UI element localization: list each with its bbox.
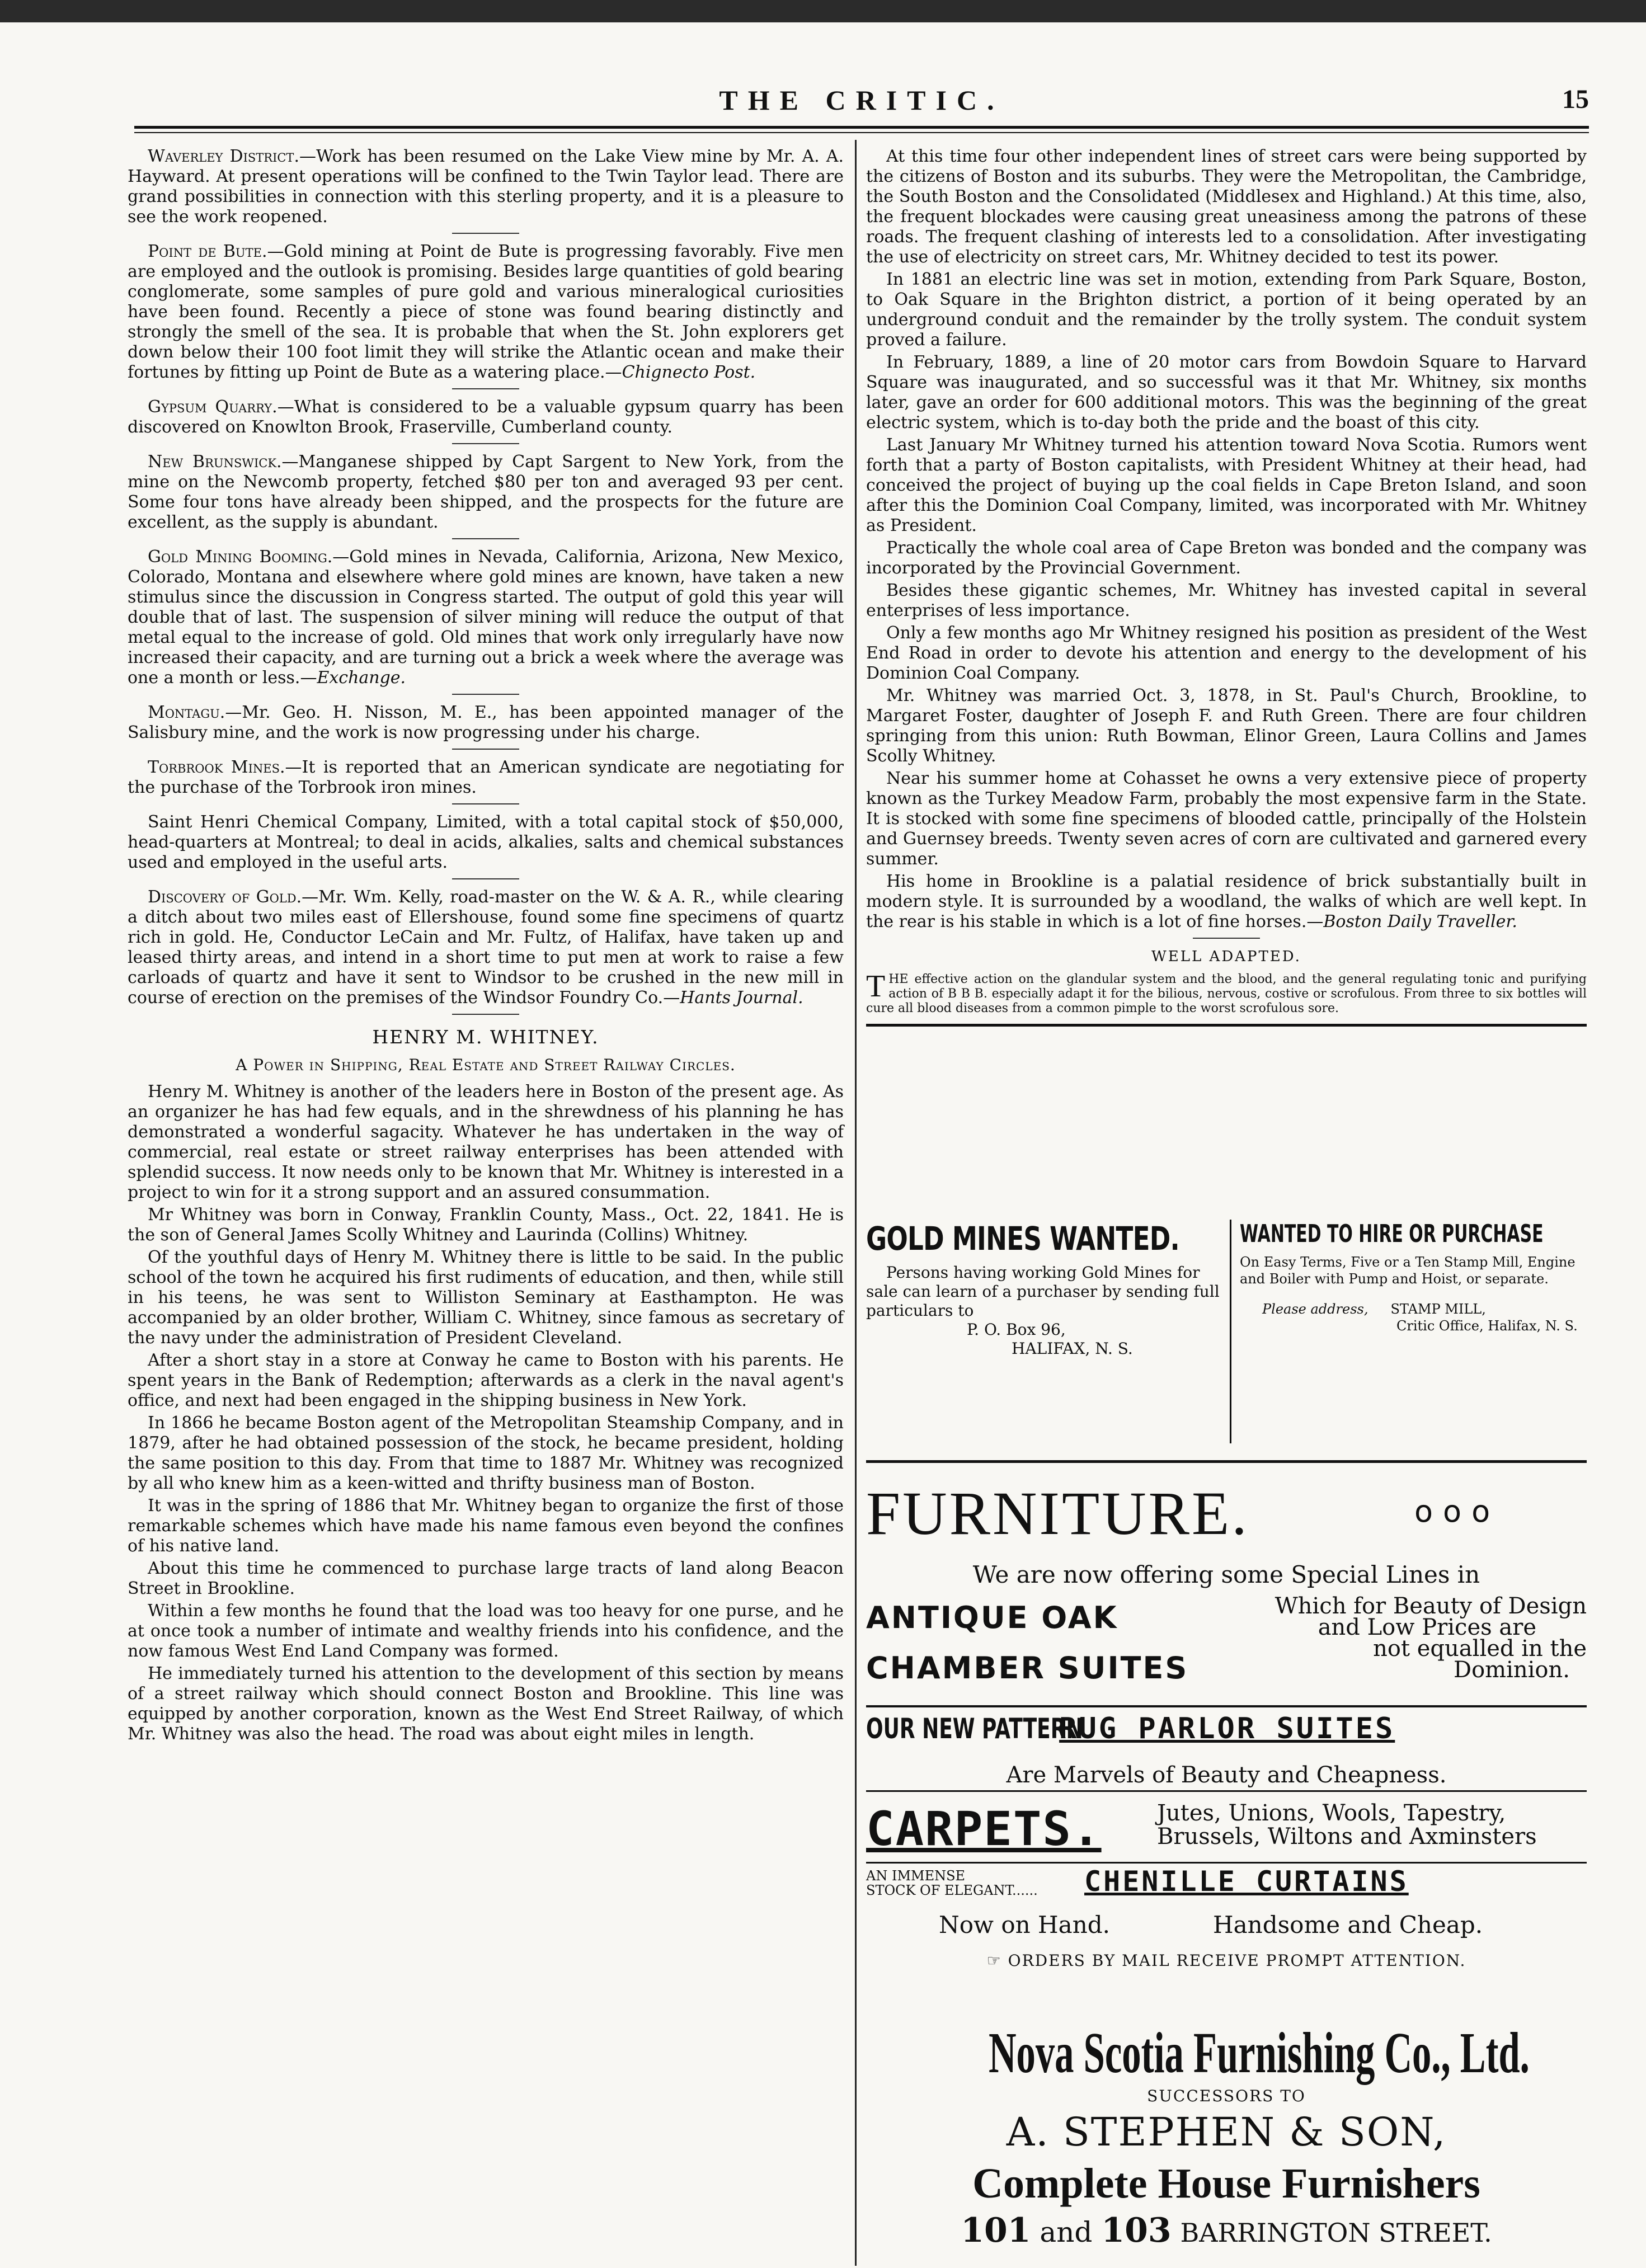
carpets-heading: CARPETS. — [866, 1801, 1102, 1856]
article-title: HENRY M. WHITNEY. — [372, 1026, 599, 1048]
ad-rule — [866, 1705, 1587, 1707]
article-paragraph: In 1866 he became Boston agent of the Metropolitan Steamship Company, and in 1879, after he had obtained possession of the stock, he became president, holding the same position to this day. From that time to 1887 Mr. Whitney was recognized by all who knew him as a keen-witted and thrifty business man of Boston. — [128, 1413, 844, 1493]
ad-rule — [866, 1460, 1587, 1463]
ad-rule — [866, 1790, 1587, 1792]
furniture-heading: FURNITURE. — [866, 1479, 1249, 1547]
news-item: Gypsum Quarry.—What is considered to be a valuable gypsum quarry has been discovered on Knowlton Brook, Fraserville, Cumberland county. — [128, 397, 844, 437]
handsome-cheap: Handsome and Cheap. — [1213, 1911, 1483, 1938]
article-paragraph: About this time he commenced to purchase large tracts of land along Beacon Street in Brookline. — [128, 1559, 844, 1598]
article-paragraph: Only a few months ago Mr Whitney resigned his position as president of the West End Road in order to devote his attention and energy to the development of his Dominion Coal Company. — [866, 623, 1587, 683]
ad-rule — [866, 1862, 1587, 1864]
beauty-text: Which for Beauty of Design and Low Prices are not equalled in the Dominion. — [1275, 1593, 1587, 1683]
successors-to: SUCCESSORS TO — [1147, 2087, 1306, 2105]
article-paragraph: It was in the spring of 1886 that Mr. Whitney began to organize the first of those remarkable schemes which have made his name famous even beyond the confines of his native land. — [128, 1496, 844, 1556]
offering-line: We are now offering some Special Lines in — [972, 1561, 1480, 1588]
article-paragraph: Of the youthful days of Henry M. Whitney there is little to be said. In the public school of the town he acquired his first rudiments of education, and then, while still in his teens, he was sent to Williston Seminary at Easthampton. He was accompanied by an older brother, William C. Whitney, since famous as secretary of the navy under the administration of President Cleveland. — [128, 1248, 844, 1348]
separator — [1193, 938, 1260, 939]
immense-stock: AN IMMENSE STOCK OF ELEGANT...... — [866, 1868, 1038, 1898]
news-item: Saint Henri Chemical Company, Limited, with a total capital stock of $50,000, head-quarters at Montreal; to deal in acids, alkalies, salts and chemical substances used and employed in the useful arts. — [128, 812, 844, 872]
header-rule — [134, 126, 1589, 129]
news-item: Point de Bute.—Gold mining at Point de Bute is progressing favorably. Five men are employed and the outlook is promising. Besides large quantities of gold bearing conglomerate, some samples of pure gold and various mineralogical curiosities have been found. Recently a piece of stone was found bearing distinctly and strongly the smell of the sea. It is probable that when the St. John explorers get down below their 100 foot limit they will strike the Atlantic ocean and make their fortunes by fitting up Point de Bute as a watering place.—Chignecto Post. — [128, 242, 844, 382]
article-paragraph: Besides these gigantic schemes, Mr. Whitney has invested capital in several enterprises of less importance. — [866, 581, 1587, 620]
separator — [452, 538, 519, 539]
article-paragraph: Mr. Whitney was married Oct. 3, 1878, in St. Paul's Church, Brookline, to Margaret Foster, daughter of Joseph F. and Ruth Green. There are four children springing from this union: Ruth Bowman, Elinor Green, Laura Collins and James Scolly Whitney. — [866, 686, 1587, 766]
stamp-mill-title: WANTED TO HIRE OR PURCHASE — [1240, 1220, 1544, 1248]
article-paragraph: Practically the whole coal area of Cape Breton was bonded and the company was incorporated by the Provincial Government. — [866, 538, 1587, 578]
well-adapted-text: THE effective action on the glandular system and the blood, and the general regulating tonic and purifying action of B B B. especially adapt it for the bilious, nervous, costive or scrofulous. From three to six bottles will cure all blood diseases from a common pimple to the worst scrofulous sore. — [866, 969, 1587, 1015]
left-column — [128, 147, 844, 1747]
ad-rule — [866, 1024, 1587, 1027]
pointing-hand-icon: ☞ — [986, 1951, 1008, 1970]
stephen-and-son: A. STEPHEN & SON, — [1006, 2109, 1447, 2155]
article-paragraph: His home in Brookline is a palatial residence of brick substantially built in modern style. It is surrounded by a woodland, the walks of which are well kept. In the rear is his stable in which is a lot of fine horses.—Boston Daily Traveller. — [866, 872, 1587, 931]
stamp-mill-text: On Easy Terms, Five or a Ten Stamp Mill, Engine and Boiler with Pump and Hoist, or separate. Please address, STAMP MILL, Critic Office, Halifax, N. S. — [1240, 1254, 1578, 1334]
nova-scotia-furnishing: Nova Scotia Furnishing Co., Ltd. — [988, 2021, 1530, 2085]
article-paragraph: Henry M. Whitney is another of the leaders here in Boston of the present age. As an organizer he has had few equals, and in the shrewdness of his planning he has demonstrated a wonderful sagacity. Whatever he has undertaken in the way of commercial, real estate or street railway enterprises has been attended with splendid success. It now needs only to be known that Mr. Whitney is interested in a project to win for it a strong support and an assured consummation. — [128, 1082, 844, 1202]
scan-border — [0, 0, 1646, 22]
news-item: Waverley District.—Work has been resumed on the Lake View mine by Mr. A. A. Hayward. At present operations will be confined to the Twin Taylor lead. There are grand possibilities in connection with this sterling property, and it is a pleasure to see the work reopened. — [128, 147, 844, 227]
new-pattern-line: OUR NEW PATTERN RUG PARLOR SUITES — [866, 1712, 1395, 1745]
separator — [452, 749, 519, 750]
news-item: Montagu.—Mr. Geo. H. Nisson, M. E., has been appointed manager of the Salisbury mine, and the work is now progressing under his charge. — [128, 703, 844, 742]
well-adapted-title: WELL ADAPTED. — [1151, 948, 1301, 965]
masthead: THE CRITIC. — [719, 84, 1004, 116]
ornament: ooo — [1414, 1494, 1501, 1529]
separator — [452, 388, 519, 389]
complete-house-furnishers: Complete House Furnishers — [972, 2160, 1480, 2207]
article-paragraph: In 1881 an electric line was set in motion, extending from Park Square, Boston, to Oak Square in the Brighton district, a portion of it being operated by an underground conduit and the remainder by the trolly system. The conduit system proved a failure. — [866, 270, 1587, 350]
news-item: Torbrook Mines.—It is reported that an American syndicate are negotiating for the purchase of the Torbrook iron mines. — [128, 757, 844, 797]
separator — [452, 1014, 519, 1015]
column-divider — [855, 140, 857, 2266]
drop-cap: T — [866, 969, 886, 1004]
article-paragraph: Last January Mr Whitney turned his attention toward Nova Scotia. Rumors went forth that a party of Boston capitalists, with President Whitney at their head, had conceived the project of buying up the coal fields in Cape Breton Island, and soon after this the Dominion Coal Company, limited, was incorporated with Mr. Whitney as President. — [866, 435, 1587, 535]
separator — [452, 443, 519, 444]
article-paragraph: Within a few months he found that the load was too heavy for one purse, and he at once took a number of intimate and wealthy friends into his confidence, and the now famous West End Land Company was formed. — [128, 1601, 844, 1661]
separator — [452, 878, 519, 879]
carpet-types: Jutes, Unions, Wools, Tapestry, Brussels, Wiltons and Axminsters — [1157, 1800, 1537, 1850]
article-paragraph: Near his summer home at Cohasset he owns a very extensive piece of property known as the Turkey Meadow Farm, probably the most expensive farm in the State. It is stocked with some fine specimens of blooded cattle, principally of the Holstein and Guernsey breeds. Twenty seven acres of corn are cultivated and garnered every summer. — [866, 769, 1587, 869]
ad-divider — [1230, 1220, 1231, 1443]
advertisements — [866, 1220, 1587, 2260]
gold-mines-ad — [866, 1220, 1224, 1358]
page-header — [134, 84, 1589, 117]
article-subtitle: A Power in Shipping, Real Estate and Street Railway Circles. — [236, 1056, 736, 1074]
antique-oak: ANTIQUE OAK — [866, 1600, 1118, 1635]
news-item: Gold Mining Booming.—Gold mines in Nevada, California, Arizona, New Mexico, Colorado, Montana and elsewhere where gold mines are known, have taken a new stimulus since the discussion in Congress started. The output of gold this year will double that of last. The suspension of silver mining will reduce the output of that metal equal to the increase of gold. Old mines that work only irregularly have now increased their capacity, and are turning out a brick a week where the average was one a month or less.—Exchange. — [128, 547, 844, 688]
header-rule-thin — [134, 132, 1589, 133]
article-paragraph: After a short stay in a store at Conway he came to Boston with his parents. He spent years in the Bank of Redemption; afterwards as a clerk in the naval agent's office, and next had been engaged in the shipping business in New York. — [128, 1351, 844, 1410]
separator — [452, 803, 519, 804]
right-column — [866, 147, 1587, 1032]
stamp-mill-ad — [1240, 1220, 1587, 1334]
news-item: Discovery of Gold.—Mr. Wm. Kelly, road-master on the W. & A. R., while clearing a ditch about two miles east of Ellershouse, found some fine specimens of quartz rich in gold. He, Conductor LeCain and Mr. Fultz, of Halifax, have taken up and leased thirty areas, and intend in a short time to put men at work to raise a few carloads of quartz and have it sent to Windsor to be crushed in the new mill in course of erection on the premises of the Windsor Foundry Co.—Hants Journal. — [128, 887, 844, 1008]
news-item: New Brunswick.—Manganese shipped by Capt Sargent to New York, from the mine on the Newcomb property, fetched $80 per ton and averaged 93 per cent. Some four tons have already been shipped, and the prospects for the future are excellent, as the supply is abundant. — [128, 452, 844, 532]
article-paragraph: At this time four other independent lines of street cars were being supported by the citizens of Boston and its suburbs. They were the Metropolitan, the Cambridge, the South Boston and the Consolidated (Middlesex and Highland.) At this time, also, the frequent blockades were causing great uneasiness among the patrons of these roads. The frequent clashing of interests led to a consolidation. After investigating the use of electricity on street cars, Mr. Whitney decided to test its power. — [866, 147, 1587, 267]
marvels-line: Are Marvels of Beauty and Cheapness. — [1006, 1762, 1447, 1788]
article-paragraph: Mr Whitney was born in Conway, Franklin County, Mass., Oct. 22, 1841. He is the son of General James Scolly Whitney and Laurinda (Collins) Whitney. — [128, 1205, 844, 1245]
gold-mines-title: GOLD MINES WANTED. — [866, 1220, 1179, 1258]
article-paragraph: He immediately turned his attention to the development of this section by means of a street railway which should connect Boston and Brookline. This line was equipped by another corporation, known as the West End Street Railway, of which Mr. Whitney was also the head. The road was about eight miles in length. — [128, 1664, 844, 1744]
separator — [452, 694, 519, 695]
chenille-curtains: CHENILLE CURTAINS — [1084, 1865, 1409, 1898]
separator — [452, 233, 519, 234]
chamber-suites: CHAMBER SUITES — [866, 1650, 1189, 1686]
gold-mines-text: Persons having working Gold Mines for sale can learn of a purchaser by sending full particulars to P. O. Box 96, HALIFAX, N. S. — [866, 1263, 1220, 1358]
now-on-hand: Now on Hand. — [939, 1911, 1110, 1938]
address-line: 101 and 103 BARRINGTON STREET. — [961, 2211, 1492, 2250]
page-number: 15 — [1562, 84, 1589, 114]
orders-line: ☞ ORDERS BY MAIL RECEIVE PROMPT ATTENTION. — [986, 1951, 1466, 1970]
article-paragraph: In February, 1889, a line of 20 motor cars from Bowdoin Square to Harvard Square was inaugurated, and so successful was it that Mr. Whitney, six months later, gave an order for 600 additional motors. This was the beginning of the great electric system, which is to-day both the pride and the boast of this city. — [866, 352, 1587, 432]
